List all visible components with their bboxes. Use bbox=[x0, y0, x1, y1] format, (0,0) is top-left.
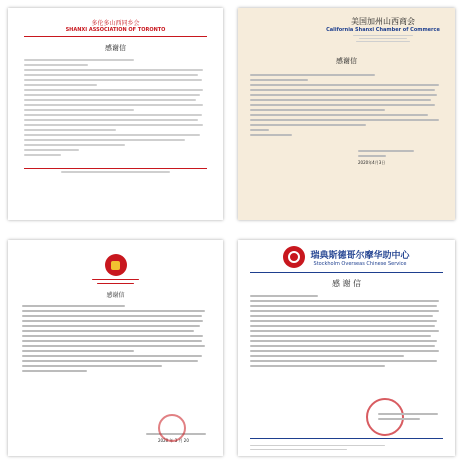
org-address bbox=[323, 35, 443, 42]
letter-stockholm bbox=[238, 240, 455, 456]
letter-body bbox=[22, 305, 209, 372]
org-name-cn: 多伦多山西同乡会 bbox=[91, 20, 140, 27]
letter-title: 感 谢 信 bbox=[331, 279, 362, 288]
footer-rule bbox=[250, 438, 443, 439]
letter-body bbox=[24, 59, 207, 156]
logo-caption bbox=[22, 279, 209, 284]
letter-title: 感谢信 bbox=[106, 292, 125, 299]
org-name-en: California Shanxi Chamber of Commerce bbox=[326, 27, 440, 33]
org-logo bbox=[283, 246, 305, 268]
org-name-cn: 瑞典斯德哥尔摩华助中心 bbox=[310, 250, 410, 261]
red-stamp bbox=[158, 414, 186, 442]
header-rule bbox=[250, 272, 443, 273]
letter-body bbox=[250, 74, 443, 136]
letter-seal bbox=[8, 240, 223, 456]
org-seal-logo bbox=[105, 254, 127, 276]
org-name-cn: 美国加州山西商会 bbox=[351, 17, 415, 26]
footer-text bbox=[250, 442, 443, 453]
footer-address bbox=[61, 171, 171, 173]
letter-title: 感谢信 bbox=[105, 44, 126, 52]
letter-date: 2020年4月3日 bbox=[358, 160, 386, 165]
letter-california bbox=[238, 8, 455, 220]
org-name-en: SHANXI ASSOCIATION OF TORONTO bbox=[65, 27, 166, 33]
letter-body bbox=[250, 295, 443, 367]
letter-toronto bbox=[8, 8, 223, 220]
header-rule bbox=[24, 36, 207, 37]
letter-title: 感谢信 bbox=[336, 57, 357, 65]
signature-block bbox=[378, 410, 438, 423]
footer-rule bbox=[24, 168, 207, 169]
letter-date: 2020 年 3 月 20 bbox=[158, 438, 189, 443]
org-name-en: Stockholm Overseas Chinese Service bbox=[313, 260, 407, 267]
